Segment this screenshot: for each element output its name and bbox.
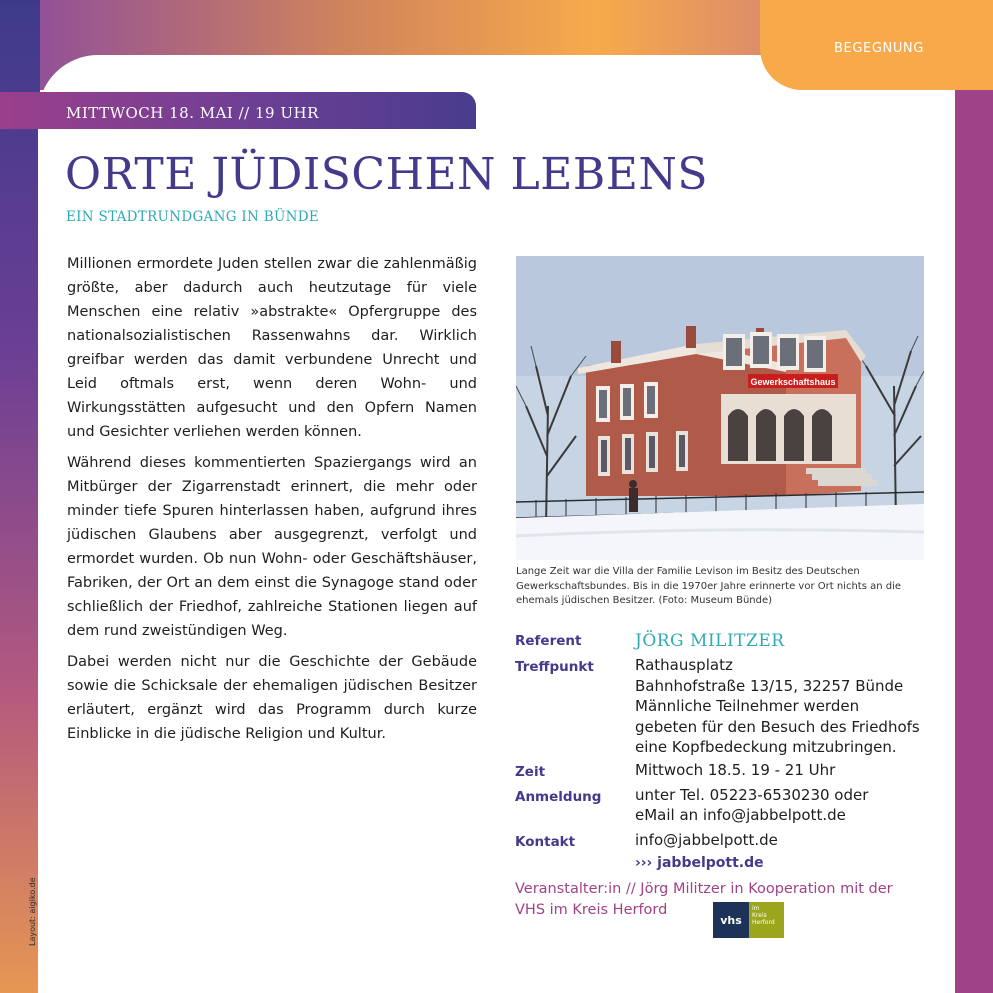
event-info-table [515, 629, 925, 874]
photo-caption: Lange Zeit war die Villa der Familie Levison im Besitz des Deutschen Gewerkschaftsbundes. Bis in die 1970er Jahre erinnerte vor Ort nichts an die ehemals jüdischen Besitzer. (Foto: Museum Bünde) [516, 566, 902, 606]
vhs-logo-line: Kreis [752, 912, 767, 919]
kontakt-row [515, 830, 925, 874]
treffpunkt-label: Treffpunkt [515, 659, 594, 675]
referent-label: Referent [515, 633, 582, 649]
villa-photo [516, 256, 924, 560]
treffpunkt-value [635, 655, 925, 758]
vhs-logo-mark: vhs [713, 902, 749, 938]
vhs-logo-line: im [752, 905, 760, 912]
zeit-value: Mittwoch 18.5. 19 - 21 Uhr [635, 760, 836, 779]
vhs-logo [713, 902, 784, 938]
layout-credit: Layout: aigiko.de [28, 877, 37, 946]
body-paragraph: Dabei werden nicht nur die Geschichte der Gebäude sowie die Schicksale der ehemaligen jüdischen Besitzer erläutert, ergänzt wird das Programm durch kurze Einblicke in die jüdische Religion und Kultur. [67, 654, 477, 742]
date-time-text: MITTWOCH 18. MAI // 19 UHR [66, 104, 319, 122]
organizer-note: Veranstalter:in // Jörg Militzer in Kooperation mit der VHS im Kreis Herford [515, 881, 893, 918]
anmeldung-row [515, 785, 925, 826]
treffpunkt-note: Männliche Teilnehmer werden gebeten für den Besuch des Friedhofs eine Kopfbedeckung mitzubringen. [635, 697, 920, 756]
left-gradient-band [0, 0, 40, 993]
kontakt-value [635, 830, 778, 874]
treffpunkt-row [515, 655, 925, 758]
kontakt-label: Kontakt [515, 833, 576, 850]
referent-name: JÖRG MILITZER [635, 631, 785, 651]
article-body [67, 252, 477, 753]
section-label: BEGEGNUNG [834, 41, 924, 56]
anmeldung-phone: unter Tel. 05223-6530230 oder [635, 785, 869, 804]
body-paragraph: Millionen ermordete Juden stellen zwar die zahlenmäßig größte, aber dadurch auch heutzutage für viele Menschen eine relativ »abstrakte« Opfergruppe des nationalsozialistischen Rassenwahns dar. Wirklich greifbar werden das damit verbundene Unrecht und Leid oftmals erst, wenn deren Wohn- und Wirkungsstätten aufgesucht und den Opfern Namen und Gesichter verliehen werden können. [67, 256, 477, 440]
vhs-logo-region [749, 902, 784, 938]
right-color-band [955, 80, 993, 993]
referent-row [515, 629, 925, 653]
vhs-logo-line: Herford [752, 919, 775, 926]
event-subtitle: EIN STADTRUNDGANG IN BÜNDE [66, 209, 320, 225]
anmeldung-label: Anmeldung [515, 788, 602, 805]
section-tab [760, 0, 993, 90]
treffpunkt-place: Rathausplatz [635, 656, 733, 674]
zeit-row [515, 760, 925, 783]
anmeldung-value [635, 785, 868, 826]
building-sign: Gewerkschaftshaus [750, 377, 836, 387]
treffpunkt-address: Bahnhofstraße 13/15, 32257 Bünde [635, 676, 904, 695]
body-paragraph: Während dieses kommentierten Spaziergangs wird an Mitbürger der Zigarrenstadt erinnert, die mehr oder minder tiefe Spuren hinterlassen haben, aufgrund ihres jüdischen Glaubens aber ausgegrenzt, verfolgt und ermordet wurden. Ob nun Wohn- oder Geschäftshäuser, Fabriken, der Ort an dem einst die Synagoge stand oder schließlich der Friedhof, zahlreiche Stationen liegen auf dem rund zweistündigen Weg. [67, 455, 477, 639]
event-title: ORTE JÜDISCHEN LEBENS [65, 149, 708, 200]
anmeldung-email: eMail an info@jabbelpott.de [635, 806, 846, 824]
zeit-label: Zeit [515, 763, 546, 780]
website-link[interactable]: ››› jabbelpott.de [635, 855, 764, 871]
date-banner [0, 92, 476, 129]
kontakt-email[interactable]: info@jabbelpott.de [635, 830, 778, 849]
